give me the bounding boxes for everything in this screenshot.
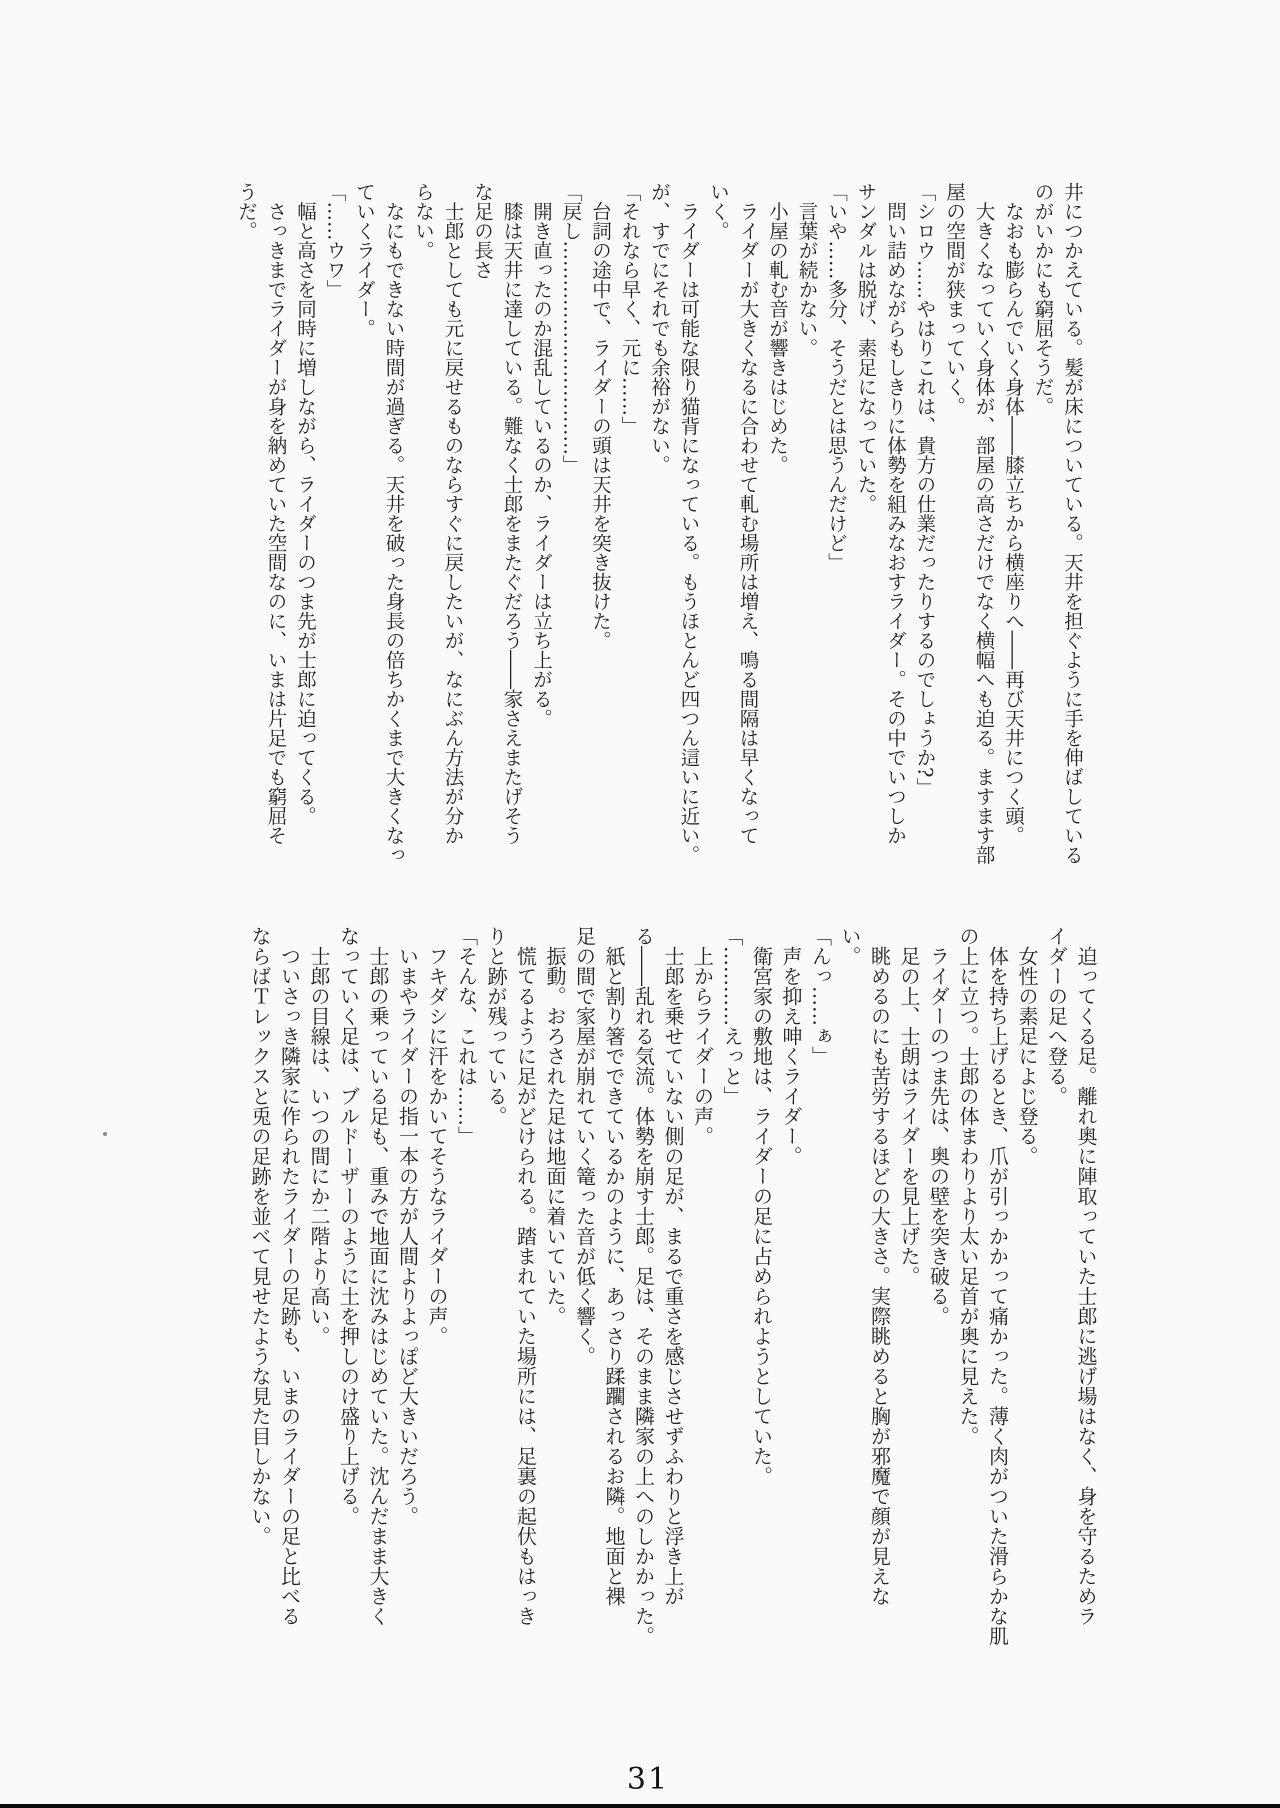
scan-bottom-edge <box>0 1804 1280 1808</box>
text-column: いまやライダーの指一本の方が人間よりよっぽど大きいだろう。 <box>395 926 420 1526</box>
text-column: 言葉が続かない。 <box>795 182 819 358</box>
upper-text-block <box>232 182 1088 887</box>
text-column: 「……ウワ」 <box>323 182 347 299</box>
text-column: 声を抑え呻くライダー。 <box>779 926 803 1166</box>
text-column: 問い詰めながらもしきりに体勢を組みなおすライダー。その中でいつしか <box>884 182 907 845</box>
text-column: 井につかえている。髪が床についている。天井を担ぐように手を伸ばしている <box>1061 182 1084 865</box>
text-column: なおも膨らんでいく身体――膝立ちから横座りへ――再び天井につく頭。 <box>1002 182 1025 845</box>
page-number: 31 <box>626 1762 670 1797</box>
text-column: 紙と割り箸でできているかのように、あっさり蹂躙されるお隣。地面と裸 <box>602 926 626 1606</box>
text-column: 慌てるように足がどけられる。踏まれていた場所には、足裏の起伏もはっき <box>513 926 538 1626</box>
text-column: 小屋の軋む音が響きはじめた。 <box>766 182 789 475</box>
text-column: 足の上、士朗はライダーを見上げた。 <box>897 926 921 1286</box>
text-column: イダーの足へ登る。 <box>1044 926 1069 1106</box>
text-column: ライダーが大きくなるに合わせて軋む場所は増え、鳴る間隔は早くなって <box>736 182 760 845</box>
text-column: 上からライダーの声。 <box>690 926 715 1146</box>
text-column: 「そんな、これは……」 <box>454 926 479 1146</box>
scan-artifact-speck <box>103 1132 107 1136</box>
text-column: 「シロウ……やはりこれは、貴方の仕業だったりするのでしょうか?」 <box>913 182 937 797</box>
text-column: ていくライダー。 <box>353 182 376 338</box>
text-column: フキダシに汗をかいてそうなライダーの声。 <box>425 926 449 1346</box>
text-column: な足の長さ <box>471 182 494 280</box>
text-column: サンダルは脱げ、素足になっていた。 <box>854 182 878 514</box>
text-column: のがいかにも窮屈そうだ。 <box>1031 182 1055 416</box>
text-column: 「んっ……ぁ」 <box>808 926 833 1066</box>
text-column: 衛宮家の敷地は、ライダーの足に占められようとしていた。 <box>749 926 774 1486</box>
text-column: 台詞の途中で、ライダーの頭は天井を突き抜けた。 <box>589 182 612 650</box>
text-column: 開き直ったのか混乱しているのか、ライダーは立ち上がる。 <box>530 182 553 728</box>
text-column: 体を持ち上げるとき、爪が引っかかって痛かった。薄く肉がついた滑らかな肌 <box>985 926 1010 1646</box>
text-column: 膝は天井に達している。難なく士郎をまたぐだろう――家さえまたげそう <box>500 182 524 845</box>
text-column: りと跡が残っている。 <box>484 926 508 1126</box>
text-column: なにもできない時間が過ぎる。天井を破った身長の倍ちかくまで大きくなっ <box>382 182 406 865</box>
text-column: 「それなら早く、元に……」 <box>618 182 642 436</box>
text-column: ライダーは可能な限り猫背になっている。もうほとんど四つん這いに近い。 <box>677 182 701 865</box>
text-column: 眺めるのにも苦労するほどの大きさ。実際眺めると胸が邪魔で顔が見えな <box>867 926 892 1606</box>
lower-text-block <box>245 926 1101 1666</box>
text-column: 足の間で家屋が崩れていく篭った音が低く響く。 <box>572 926 597 1366</box>
text-column: さっきまでライダーが身を納めていた空間なのに、いまは片足でも窮屈そ <box>264 182 288 845</box>
text-column: る――乱れる気流。体勢を崩す士郎。足は、そのまま隣家の上へのしかかった。 <box>631 926 656 1646</box>
text-column: 士郎の目線は、いつの間にか二階より高い。 <box>307 926 331 1346</box>
text-column: 幅と高さを同時に増しながら、ライダーのつま先が士郎に迫ってくる。 <box>294 182 317 826</box>
text-column: ライダーのつま先は、奥の壁を突き破る。 <box>926 926 951 1326</box>
text-column: 士郎の乗っている足も、重みで地面に沈みはじめていた。沈んだまま大きく <box>366 926 390 1626</box>
text-column: ついさっき隣家に作られたライダーの足跡も、いまのライダーの足と比べる <box>277 926 302 1626</box>
text-column: 「戻し……………………………」 <box>559 182 583 475</box>
text-column: 士郎としても元に戻せるものならすぐに戻したいが、なにぶん方法が分か <box>441 182 465 845</box>
text-column: の上に立つ。士郎の体まわりより太い足首が奥に見えた。 <box>956 926 980 1446</box>
text-column: いく。 <box>707 182 730 241</box>
text-column: 「…………えっと」 <box>720 926 744 1106</box>
text-column: ならばＴレックスと兎の足跡を並べて見せたような見た目しかない。 <box>248 926 272 1546</box>
text-column: が、すでにそれでも余裕がない。 <box>648 182 671 475</box>
text-column: 士郎を乗せていない側の足が、まるで重さを感じさせずふわりと浮き上が <box>661 926 685 1606</box>
text-column: らない。 <box>412 182 435 260</box>
text-column: 屋の空間が狭まっていく。 <box>943 182 966 416</box>
text-column: うだ。 <box>235 182 258 241</box>
text-column: 大きくなっていく身体が、部屋の高さだけでなく横幅へも迫る。ますます部 <box>972 182 996 865</box>
text-column: 振動。おろされた足は地面に着いていた。 <box>543 926 567 1326</box>
text-column: い。 <box>838 926 862 966</box>
text-column: 迫ってくる足。離れ奥に陣取っていた士郎に逃げ場はなく、身を守るためラ <box>1074 926 1098 1626</box>
text-column: なっていく足は、ブルドーザーのように土を押しのけ盛り上げる。 <box>336 926 361 1526</box>
text-column: 「いや……多分、そうだとは思うんだけど」 <box>825 182 848 572</box>
text-column: 女性の素足によじ登る。 <box>1015 926 1039 1166</box>
